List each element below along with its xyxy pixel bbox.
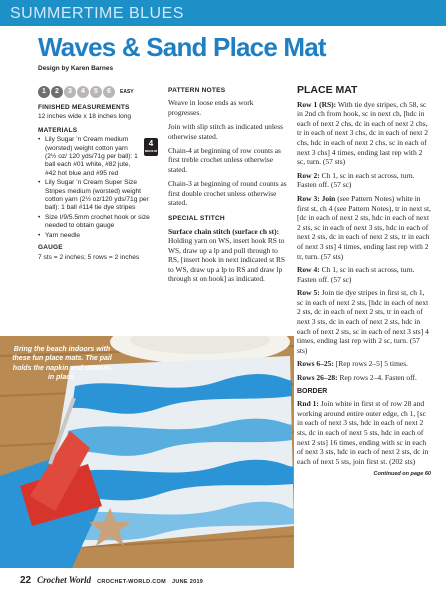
material-item: • Size I/9/5.5mm crochet hook or size needed to obtain gauge xyxy=(45,214,156,231)
skill-dot: 4 xyxy=(77,86,89,98)
skill-dot: 3 xyxy=(64,86,76,98)
row-label: Row 3: Join xyxy=(297,193,336,203)
row-label: Row 4: xyxy=(297,265,320,275)
pattern-row xyxy=(297,399,431,466)
page-number: 22 xyxy=(20,575,32,586)
material-item: • Lily Sugar ’n Cream Super Size Stripes medium (worsted) weight cotton yarn (2½ oz/120 yds/71g per ball): 1 ball #114 tie dye stripes xyxy=(45,179,156,213)
row-text: Join tie dye stripes in first st, ch 1, sc in each of next 2 sts, [hdc in each of next 2 sts, dc in each of next 2 sts, tr in each of next 3 sts, dc in each of next 2 sts, hdc in each of next 2 sts, sc in each of next 3 sts] 4 times, ending last rep with 2 sc, turn. (57 sts) xyxy=(297,288,429,355)
row-label: Row 5: xyxy=(297,288,320,298)
row-text: Rep rows 2–4. Fasten off. xyxy=(339,373,417,383)
row-text: Ch 1, sc in each st across, turn. Fasten off. (57 sc) xyxy=(297,265,415,284)
designer-credit: Design by Karen Barnes xyxy=(38,65,114,72)
finished-text: 12 inches wide x 18 inches long xyxy=(38,113,132,121)
row-text: Ch 1, sc in each st across, turn. Fasten off. (57 sc) xyxy=(297,170,415,190)
continued-note: Continued on page 60 xyxy=(373,471,431,478)
gauge-text: 7 sts = 2 inches; 5 rows = 2 inches xyxy=(38,253,140,261)
materials-heading: MATERIALS xyxy=(38,126,78,134)
magazine-name: Crochet World xyxy=(37,575,92,585)
pattern-note: Chain-4 at beginning of row counts as first treble crochet unless otherwise stated. xyxy=(168,146,281,174)
row-label: Row 2: xyxy=(297,170,320,180)
middle-column xyxy=(168,86,288,288)
page-title: Waves & Sand Place Mat xyxy=(38,32,326,62)
stitch-name: Surface chain stitch (surface ch st): xyxy=(168,226,280,236)
skill-dot: 6 xyxy=(103,86,115,98)
series-title: SUMMERTIME BLUES xyxy=(10,5,184,22)
skill-dot: 2 xyxy=(51,86,63,98)
row-label: Rnd 1: xyxy=(297,399,319,409)
yarn-weight-number: 4 xyxy=(148,139,154,149)
skill-level xyxy=(38,86,156,98)
yarn-weight-medium-icon xyxy=(144,138,158,156)
material-item: • Yarn needle xyxy=(45,232,156,240)
skill-dot: 5 xyxy=(90,86,102,98)
pattern-row xyxy=(297,265,431,284)
skill-label: EASY xyxy=(120,88,134,95)
material-item xyxy=(45,136,156,178)
page-footer xyxy=(20,575,203,586)
pattern-note: Join with slip stitch as indicated unless otherwise stated. xyxy=(168,122,283,141)
border-heading: BORDER xyxy=(297,387,328,395)
special-stitch-text xyxy=(168,227,288,283)
pattern-row xyxy=(297,194,431,261)
row-text: With tie dye stripes, ch 58, sc in 2nd ch from hook, sc in next ch, [hdc in each of next 2 chs, dc in each of next 2 chs, tr in each of next 3 chs, dc in each of next 2 chs, hdc in each of next 2 chs, sc in each of next 3 chs] 4 times, ending last rep with 2 sc, turn. (57 sts) xyxy=(297,99,428,167)
magazine-url: CROCHET-WORLD.COM xyxy=(97,579,167,585)
pattern-row xyxy=(297,373,431,383)
material-text: Lily Sugar ’n Cream medium (worsted) weight cotton yarn (2½ oz/ 120 yds/71g per ball): 1 ball each #01 white, #82 jute, #42 hot blue and #95 red xyxy=(45,136,138,177)
pattern-note: Weave in loose ends as work progresses. xyxy=(168,98,254,117)
left-column xyxy=(38,86,156,262)
gauge-heading: GAUGE xyxy=(38,244,63,252)
pattern-row xyxy=(297,288,431,355)
pattern-note: Chain-3 at beginning of round counts as first double crochet unless otherwise stated. xyxy=(168,179,287,208)
row-label: Rows 26–28: xyxy=(297,373,338,383)
materials-list xyxy=(38,136,156,240)
special-stitch-heading: SPECIAL STITCH xyxy=(168,215,225,223)
row-label: Rows 6–25: xyxy=(297,359,334,369)
yarn-weight-label: MEDIUM xyxy=(144,149,158,154)
stitch-instructions: Holding yarn on WS, insert hook RS to WS, draw up a lp and pull through to RS, [insert hook in next indicated st RS to WS, draw up a lp to RS and draw lp through st on hook] as indicated. xyxy=(168,236,286,283)
pattern-row xyxy=(297,100,431,167)
row-label: Row 1 (RS): xyxy=(297,99,337,109)
skill-dot: 1 xyxy=(38,86,50,98)
pattern-row xyxy=(297,171,431,190)
row-text: Join white in first st of row 28 and working around entire outer edge, ch 1, [sc in each of next 3 sts, hdc in each of next 2 sts, dc in each of next 5 sts, hdc in each of next 2 sts] 16 times, ending with sc in each of next 3 sts, hdc in each of next 2 sts, dc in each of next 5 sts, join first st. (202 sts) xyxy=(297,399,429,466)
issue-date: JUNE 2019 xyxy=(172,579,204,585)
finished-heading: FINISHED MEASUREMENTS xyxy=(38,104,130,111)
place-mat-heading: PLACE MAT xyxy=(297,84,358,96)
row-text: [Rep rows 2–5] 5 times. xyxy=(335,359,409,369)
row-text: (see Pattern Notes) white in first st, ch 4 (see Pattern Notes), tr in next st, [dc in each of next 2 sts, hdc in each of next 2 sts, sc in each of next 3 sts, hdc in each of next 2 sts, dc in each of next 2 sts, tr in each of next 3 sts] 4 times, ending last rep with 2 tr, turn. (57 sts) xyxy=(297,193,431,261)
photo-caption: Bring the beach indoors with these fun place mats. The pail holds the napkin and utensils in place. xyxy=(12,346,112,382)
pattern-notes-heading: PATTERN NOTES xyxy=(168,87,226,94)
pattern-row xyxy=(297,359,431,369)
right-column xyxy=(297,86,431,480)
